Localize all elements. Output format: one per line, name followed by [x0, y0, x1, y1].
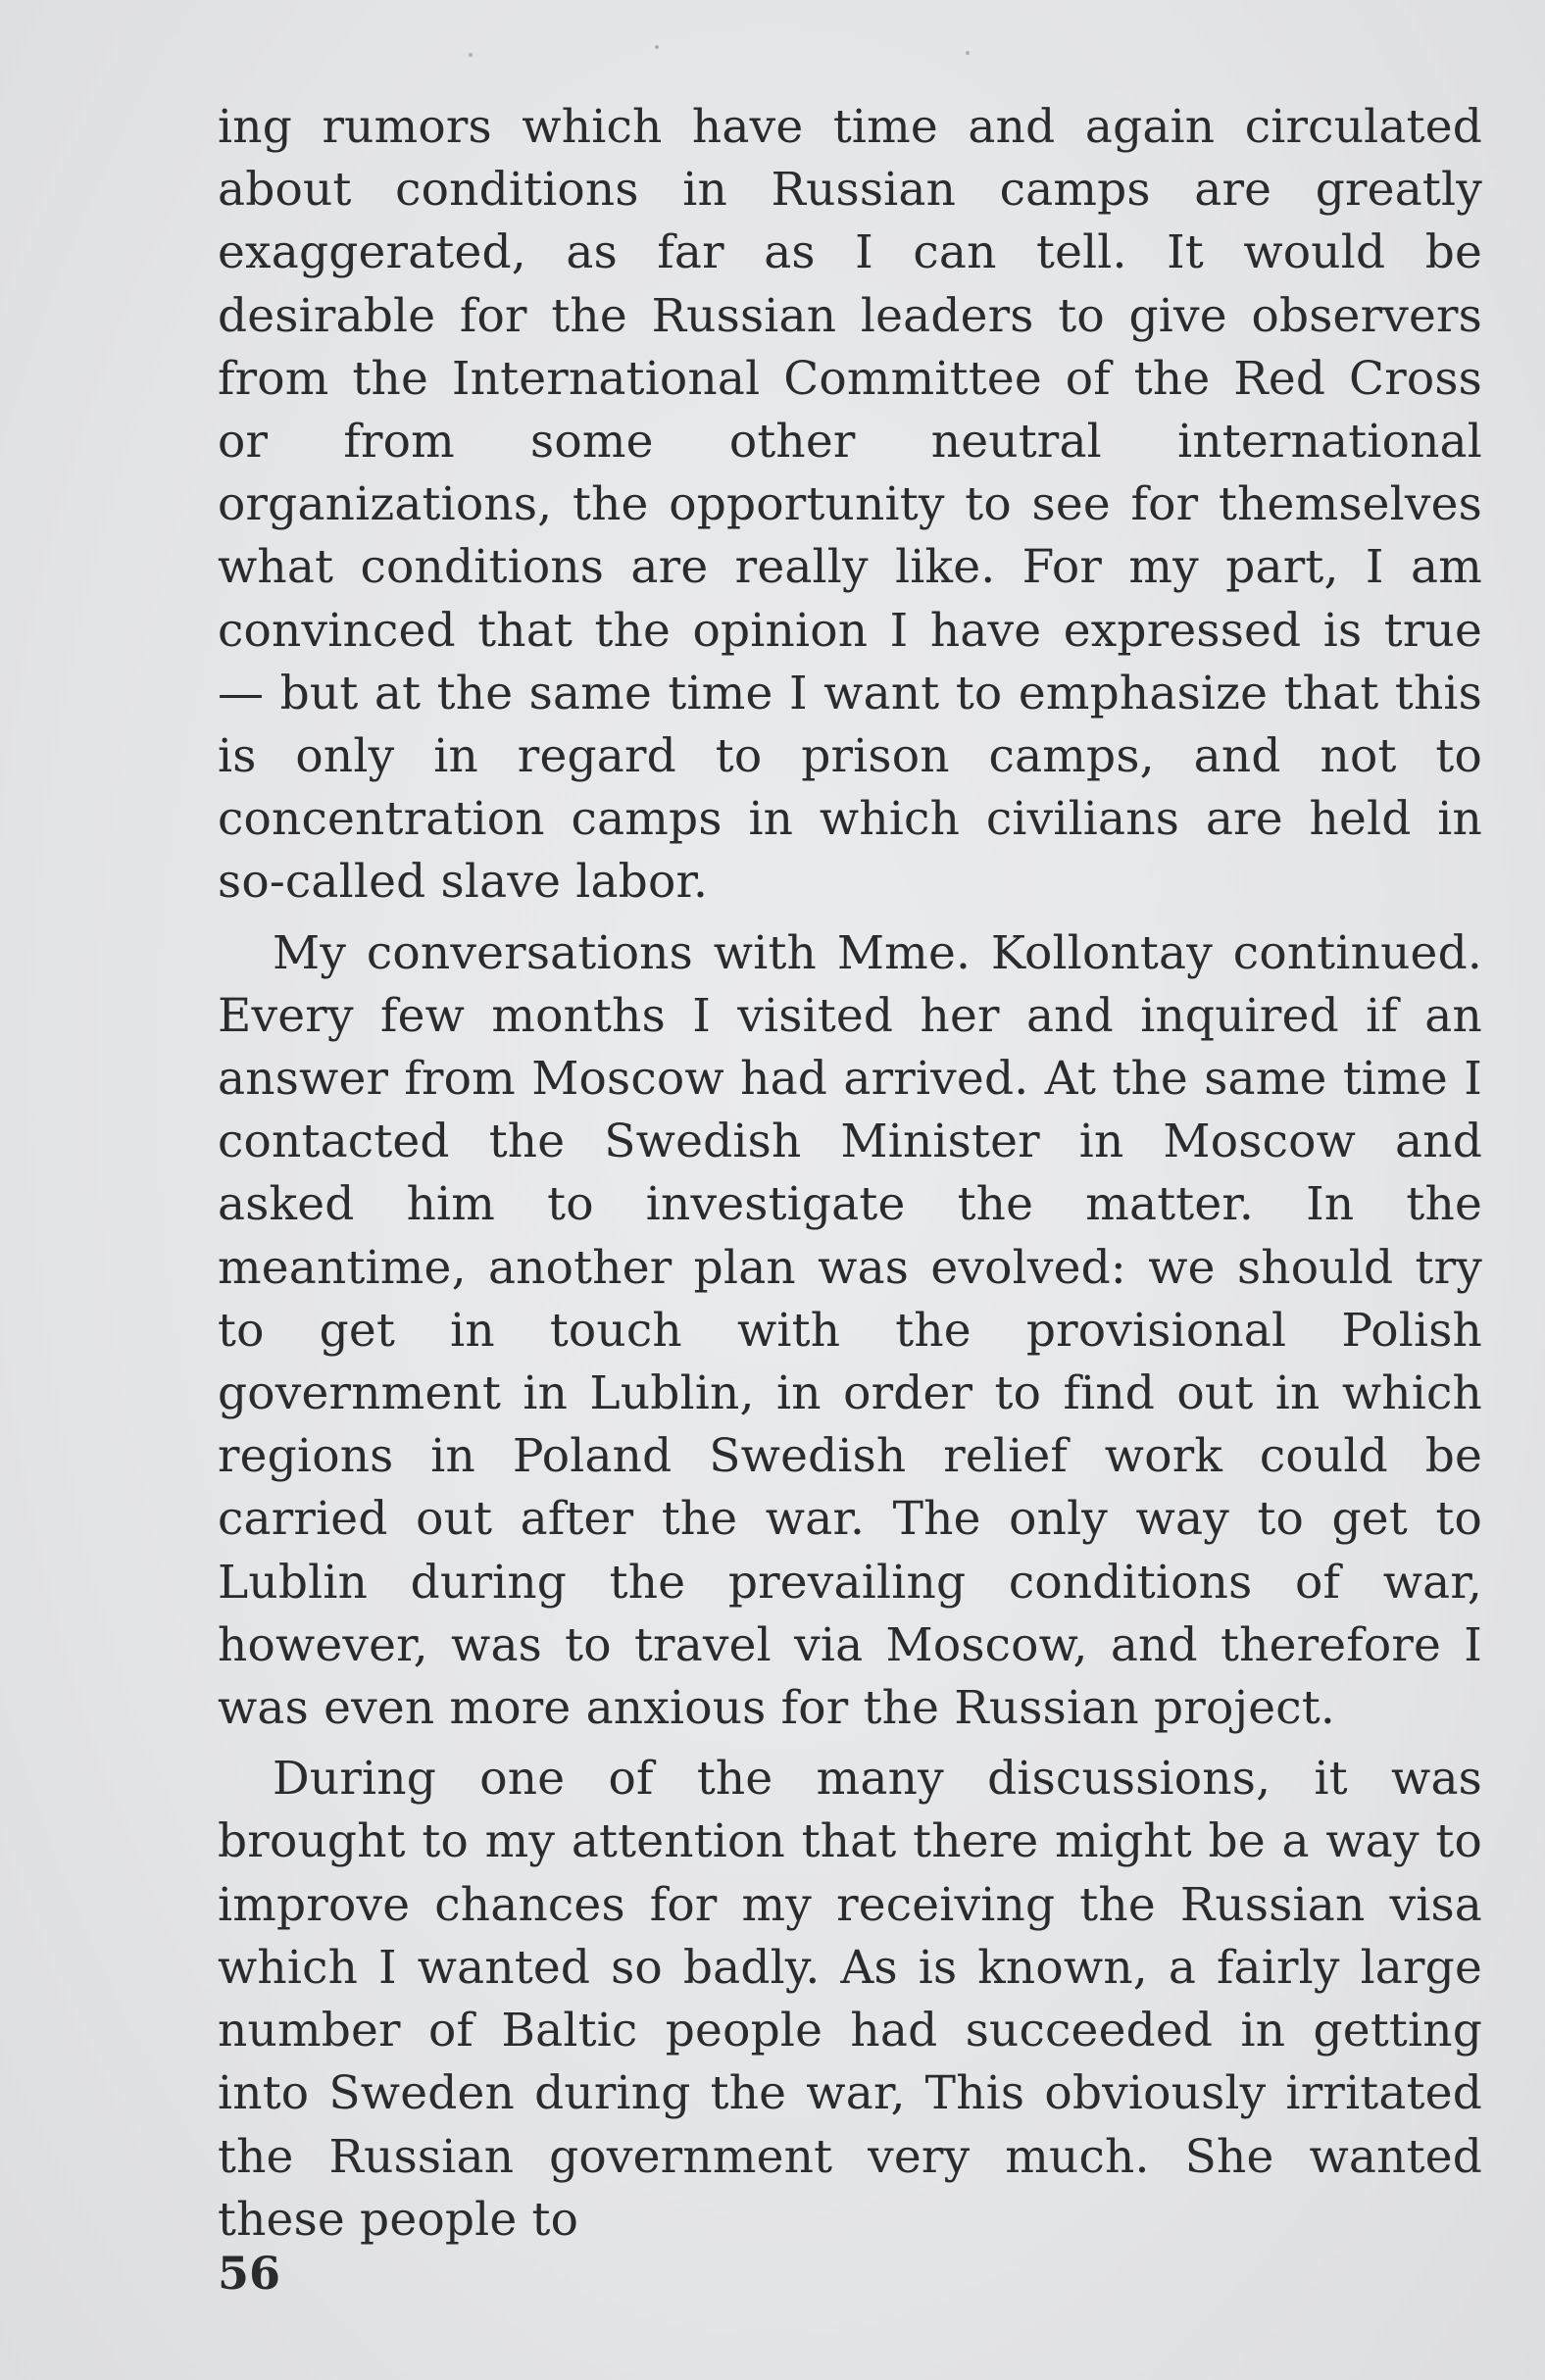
paper-speck: [655, 45, 659, 49]
paragraph: My conversations with Mme. Kollontay continued. Every few months I visited her and inquired if an answer from Moscow had arrived. At the same time I contacted the Swedish Minister in Moscow and asked him to investigate the matter. In the meantime, another plan was evolved: we should try to get in touch with the provisional Polish government in Lublin, in order to find out in which regions in Poland Swedish relief work could be carried out after the war. The only way to get to Lublin during the prevailing conditions of war, however, was to travel via Moscow, and therefore I was even more anxious for the Russian project.: [218, 925, 1482, 1736]
paper-speck: [966, 51, 970, 55]
paragraph: ing rumors which have time and again circulated about conditions in Russian camps are greatly exaggerated, as far as I can tell. It would be desirable for the Russian leaders to give observers from the International Committee of the Red Cross or from some other neutral international organizations, the opportunity to see for themselves what conditions are really like. For my part, I am convinced that the opinion I have expressed is true — but at the same time I want to emphasize that this is only in regard to prison camps, and not to concentration camps in which civilians are held in so-called slave labor.: [218, 100, 1482, 910]
body-text: [218, 96, 1482, 2252]
paper-speck: [469, 53, 473, 57]
paragraph: During one of the many discussions, it was brought to my attention that there might be a way to improve chances for my receiving the Russian visa which I wanted so badly. As is known, a fairly large number of Baltic people had succeeded in getting into Sweden during the war, This obviously irritated the Russian government very much. She wanted these people to: [218, 1752, 1482, 2247]
page-number: 56: [218, 2247, 281, 2300]
